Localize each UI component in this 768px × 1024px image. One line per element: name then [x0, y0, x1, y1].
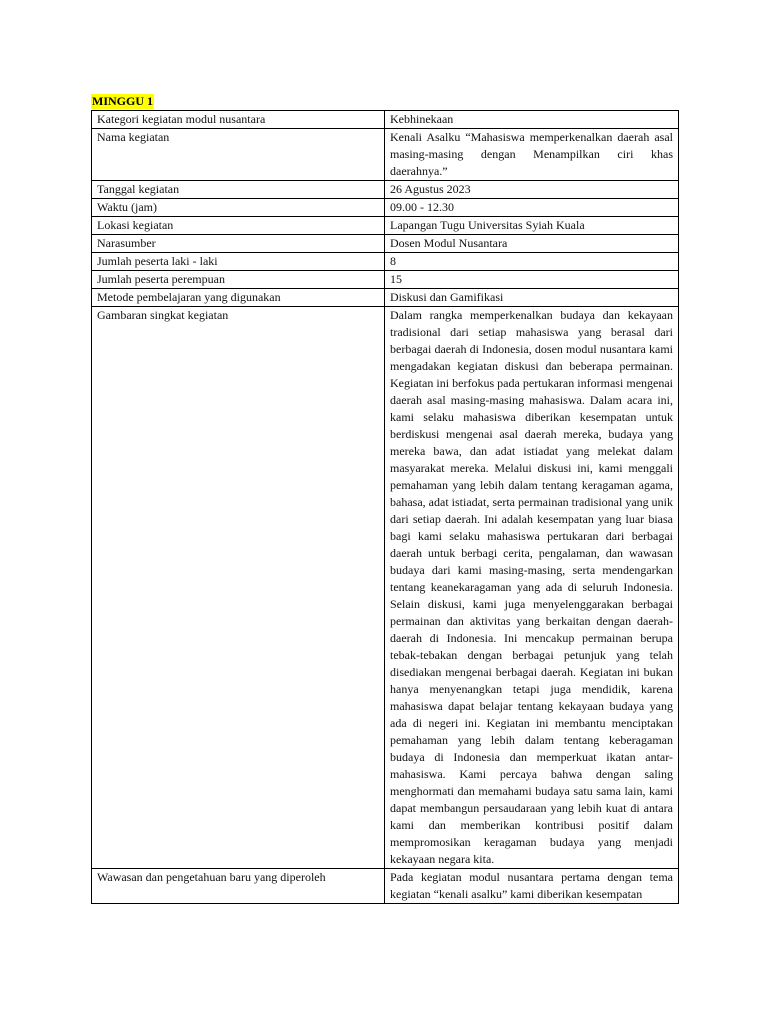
row-label: Wawasan dan pengetahuan baru yang diperoleh	[92, 869, 385, 904]
insight-paragraph: Pada kegiatan modul nusantara pertama dengan tema kegiatan “kenali asalku” kami diberikan kesempatan	[390, 870, 673, 901]
row-value: 8	[385, 253, 679, 271]
row-label: Lokasi kegiatan	[92, 217, 385, 235]
row-value: Kebhinekaan	[385, 111, 679, 129]
row-label: Jumlah peserta laki - laki	[92, 253, 385, 271]
table-row	[92, 271, 679, 289]
summary-paragraph: Dalam rangka memperkenalkan budaya dan kekayaan tradisional dari setiap mahasiswa yang berasal dari berbagai daerah di Indonesia, dosen modul nusantara kami mengadakan kegiatan diskusi dan beberapa permainan. Kegiatan ini berfokus pada pertukaran informasi mengenai daerah asal masing-masing mahasiswa. Dalam acara ini, kami selaku mahasiswa diberikan kesempatan untuk berdiskusi mengenai asal daerah mereka, budaya yang mereka bawa, dan adat istiadat yang melekat dalam masyarakat mereka. Melalui diskusi ini, kami menggali pemahaman yang lebih dalam tentang keragaman agama, bahasa, adat istiadat, serta permainan tradisional yang unik dari setiap daerah. Ini adalah kesempatan yang luar biasa bagi kami selaku mahasiswa pertukaran dari berbagai daerah untuk berbagi cerita, pengalaman, dan wawasan budaya dari kami masing-masing, serta mendengarkan tentang keanekaragaman yang ada di seluruh Indonesia. Selain diskusi, kami juga menyelenggarakan berbagai permainan dan aktivitas yang berkaitan dengan daerah-daerah di Indonesia. Ini mencakup permainan berupa tebak-tebakan dengan berbagai petunjuk yang telah disediakan mengenai berbagai daerah. Kegiatan ini bukan hanya menyenangkan tetapi juga mendidik, karena mahasiswa dapat belajar tentang kekayaan budaya yang ada di negeri ini. Kegiatan ini membantu menciptakan pemahaman yang lebih dalam tentang keberagaman budaya di Indonesia dan memperkuat ikatan antar-mahasiswa. Kami percaya bahwa dengan saling menghormati dan memahami budaya satu sama lain, kami dapat membangun persaudaraan yang lebih kuat di antara kami dan memberikan kontribusi positif dalam mempromosikan keragaman budaya yang menjadi kekayaan negara kita.	[390, 308, 673, 866]
row-value	[385, 307, 679, 869]
table-row	[92, 869, 679, 904]
table-row	[92, 235, 679, 253]
row-value: 26 Agustus 2023	[385, 181, 679, 199]
row-value: Diskusi dan Gamifikasi	[385, 289, 679, 307]
row-label: Kategori kegiatan modul nusantara	[92, 111, 385, 129]
row-label: Narasumber	[92, 235, 385, 253]
row-value: Lapangan Tugu Universitas Syiah Kuala	[385, 217, 679, 235]
table-row	[92, 181, 679, 199]
row-value: Kenali Asalku “Mahasiswa memperkenalkan daerah asal masing-masing dengan Menampilkan ciri khas daerahnya.”	[385, 129, 679, 181]
table-row	[92, 111, 679, 129]
row-label: Jumlah peserta perempuan	[92, 271, 385, 289]
table-row	[92, 253, 679, 271]
row-label: Tanggal kegiatan	[92, 181, 385, 199]
row-value: 15	[385, 271, 679, 289]
row-label: Metode pembelajaran yang digunakan	[92, 289, 385, 307]
table-row	[92, 289, 679, 307]
row-value	[385, 869, 679, 904]
table-row	[92, 199, 679, 217]
row-value: 09.00 - 12.30	[385, 199, 679, 217]
table-row	[92, 129, 679, 181]
document-page	[91, 92, 677, 904]
activity-table	[91, 110, 679, 904]
row-label: Waktu (jam)	[92, 199, 385, 217]
row-label: Gambaran singkat kegiatan	[92, 307, 385, 869]
week-heading: MINGGU 1	[92, 94, 153, 108]
row-value: Dosen Modul Nusantara	[385, 235, 679, 253]
row-label: Nama kegiatan	[92, 129, 385, 181]
table-row	[92, 307, 679, 869]
table-row	[92, 217, 679, 235]
